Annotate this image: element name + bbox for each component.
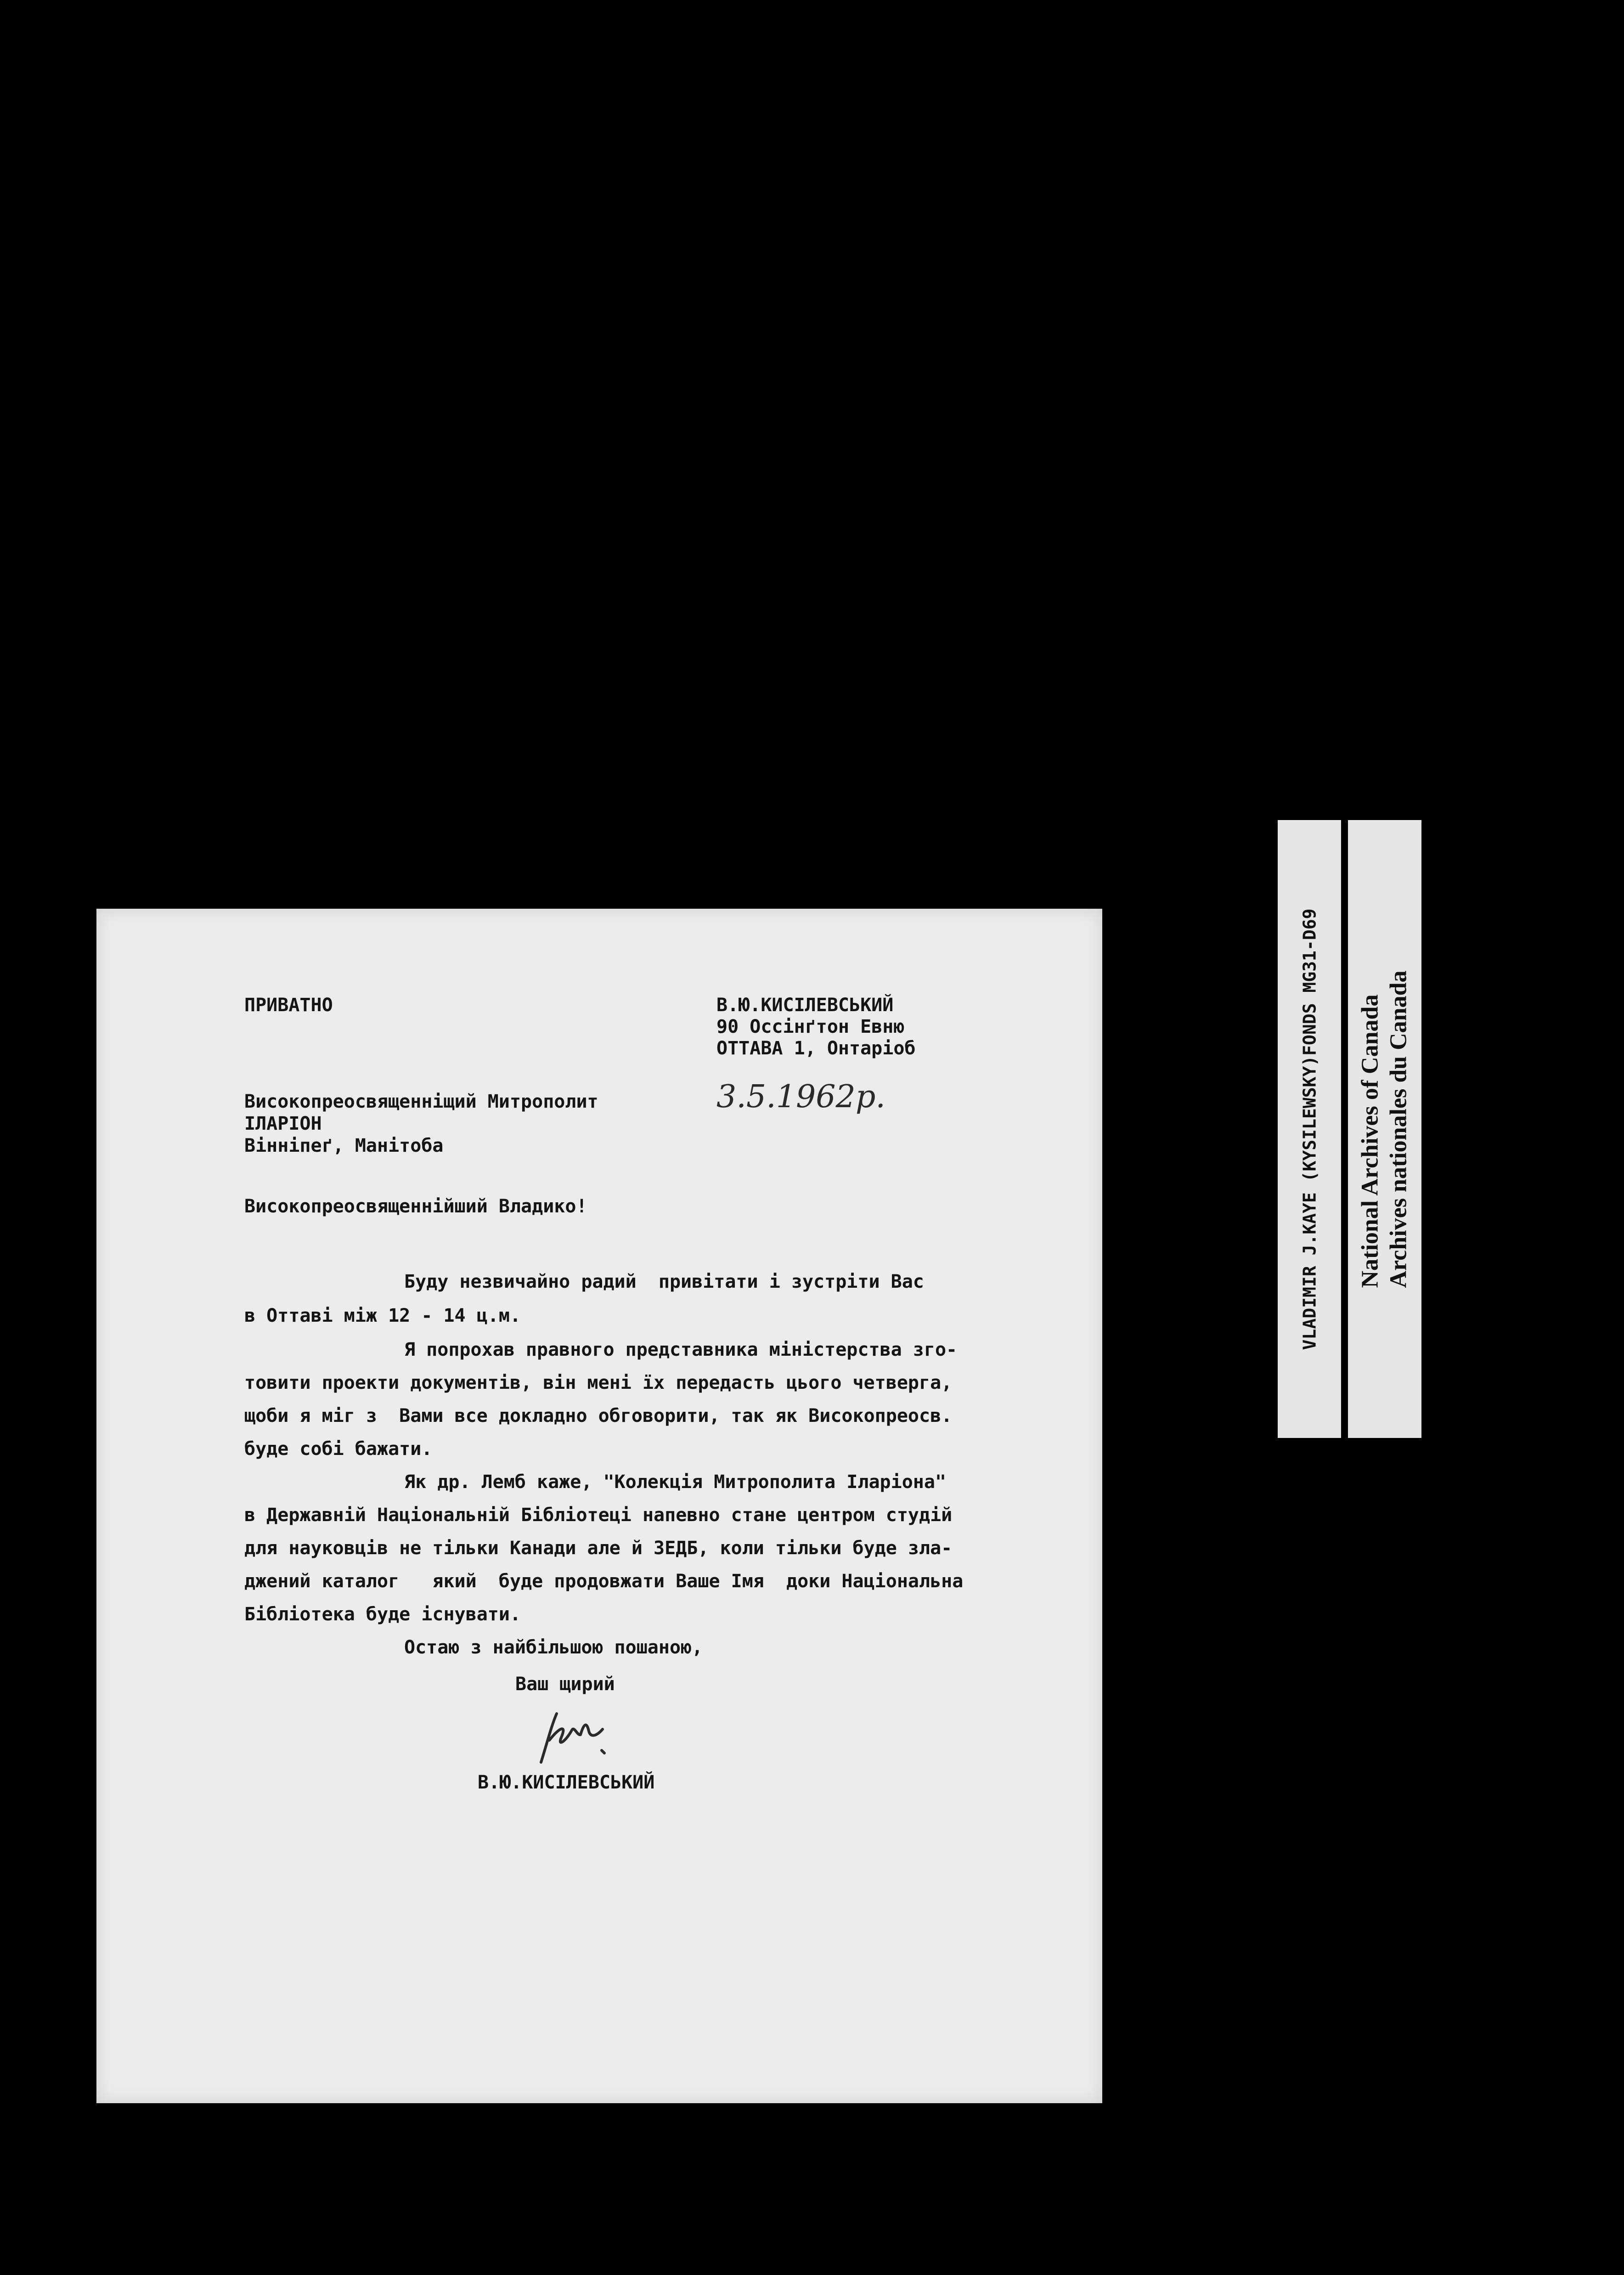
body-line: для науковців не тільки Канади але й ЗЕДБ, коли тільки буде зла- [244, 1538, 953, 1559]
institution-text [1356, 970, 1413, 1288]
institution-en: National Archives of Canada [1357, 994, 1383, 1288]
closing-sub: Ваш щирий [515, 1674, 615, 1695]
body-line: в Оттаві між 12 - 14 ц.м. [244, 1305, 521, 1326]
handwritten-signature [533, 1708, 625, 1768]
sender-address-line2: ОТТАВА 1, Онтаріоб [716, 1038, 916, 1059]
archive-fonds-label [1278, 820, 1341, 1438]
body-line: Як др. Лемб каже, "Колекція Митрополита Іларіона" [404, 1471, 947, 1493]
body-line: джений каталог який буде продовжати Ваше Імя доки Національна [244, 1571, 964, 1592]
body-line: Я попрохав правного представника міністерства зго- [404, 1339, 958, 1360]
archive-institution-label [1348, 820, 1421, 1438]
body-line: Бібліотека буде існувати. [244, 1604, 521, 1625]
signature-name: В.Ю.КИСІЛЕВСЬКИЙ [478, 1772, 655, 1793]
handwritten-date: 3.5.1962р. [716, 1079, 885, 1115]
body-line: буде собі бажати. [244, 1438, 433, 1460]
salutation: Високопреосвященнійший Владико! [244, 1196, 587, 1217]
body-line: Буду незвичайно радий привітати і зустріти Вас [404, 1271, 924, 1292]
body-line: щоби я міг з Вами все докладно обговорити, так як Високопреосв. [244, 1405, 953, 1426]
recipient-city: Вінніпеґ, Манітоба [244, 1135, 444, 1156]
recipient-title: Високопреосвященніщий Митрополит [244, 1091, 598, 1112]
body-line: товити проекти документів, він мені їх передасть цього четверга, [244, 1372, 953, 1393]
institution-fr: Archives nationales du Canada [1386, 970, 1412, 1288]
recipient-name: ІЛАРІОН [244, 1113, 322, 1134]
closing: Остаю з найбільшою пошаною, [404, 1637, 703, 1658]
letter-page [96, 909, 1102, 2103]
body-line: в Державній Національній Бібліотеці напевно стане центром студій [244, 1505, 953, 1526]
fonds-text: VLADIMIR J.KAYE (KYSILEWSKY)FONDS MG31-D69 [1299, 908, 1320, 1350]
private-marking: ПРИВАТНО [244, 995, 333, 1016]
sender-address-line1: 90 Оссінґтон Евню [716, 1016, 905, 1037]
sender-name: В.Ю.КИСІЛЕВСЬКИЙ [716, 995, 894, 1016]
